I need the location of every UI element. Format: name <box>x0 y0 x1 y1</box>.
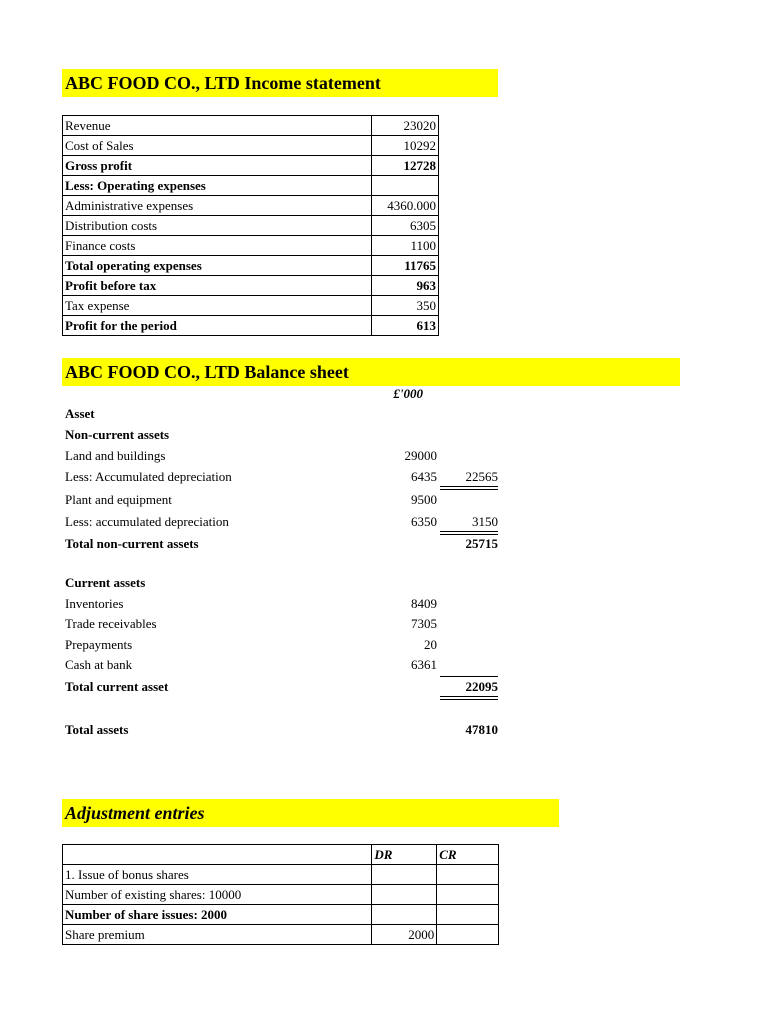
table-row <box>63 316 439 336</box>
prepayments-value: 20 <box>424 637 437 652</box>
cash-at-bank-value: 6361 <box>411 657 437 672</box>
row-value: 4360.000 <box>372 196 439 216</box>
balance-sheet-title: ABC FOOD CO., LTD Balance sheet <box>62 358 680 386</box>
land-depreciation-value: 6435 <box>411 469 437 484</box>
table-row <box>63 905 499 925</box>
row-label: Distribution costs <box>63 216 372 236</box>
land-depreciation-label: Less: Accumulated depreciation <box>65 469 232 484</box>
row-label: Gross profit <box>63 156 372 176</box>
row-value: 963 <box>372 276 439 296</box>
row-value: 6305 <box>372 216 439 236</box>
prepayments-label: Prepayments <box>65 637 133 652</box>
row-label: Share premium <box>63 925 372 945</box>
trade-receivables-value: 7305 <box>411 616 437 631</box>
cash-at-bank-label: Cash at bank <box>65 657 133 672</box>
row-value: 11765 <box>372 256 439 276</box>
table-row <box>63 885 499 905</box>
row-cr <box>437 885 499 905</box>
row-value: 12728 <box>372 156 439 176</box>
total-non-current-assets-label: Total non-current assets <box>65 536 199 551</box>
double-underline <box>440 486 498 490</box>
land-buildings-label: Land and buildings <box>65 448 166 463</box>
row-value <box>372 176 439 196</box>
plant-net-value: 3150 <box>472 514 498 529</box>
row-value: 23020 <box>372 116 439 136</box>
double-underline <box>440 696 498 700</box>
income-statement-title: ABC FOOD CO., LTD Income statement <box>62 69 498 97</box>
row-label: Cost of Sales <box>63 136 372 156</box>
row-label: Tax expense <box>63 296 372 316</box>
row-label: Total operating expenses <box>63 256 372 276</box>
row-label: Number of share issues: 2000 <box>63 905 372 925</box>
total-current-asset-value: 22095 <box>465 679 498 694</box>
row-dr <box>372 865 437 885</box>
table-row <box>63 116 439 136</box>
table-row <box>63 925 499 945</box>
table-row <box>63 256 439 276</box>
trade-receivables-label: Trade receivables <box>65 616 157 631</box>
table-row <box>63 296 439 316</box>
table-header-row <box>63 845 499 865</box>
row-label: Less: Operating expenses <box>63 176 372 196</box>
row-label: Revenue <box>63 116 372 136</box>
table-row <box>63 136 439 156</box>
row-value: 613 <box>372 316 439 336</box>
non-current-assets-heading: Non-current assets <box>65 427 170 442</box>
table-row <box>63 216 439 236</box>
row-label: Profit before tax <box>63 276 372 296</box>
row-cr <box>437 905 499 925</box>
currency-unit: £'000 <box>393 386 423 401</box>
plant-equipment-value: 9500 <box>411 492 437 507</box>
inventories-value: 8409 <box>411 596 437 611</box>
adjustment-entries-table <box>62 844 499 945</box>
plant-depreciation-label: Less: accumulated depreciation <box>65 514 229 529</box>
land-buildings-value: 29000 <box>404 448 437 463</box>
row-label: 1. Issue of bonus shares <box>63 865 372 885</box>
asset-heading: Asset <box>65 406 95 421</box>
inventories-label: Inventories <box>65 596 124 611</box>
total-assets-value: 47810 <box>465 722 498 737</box>
table-cell <box>63 845 372 865</box>
dr-header: DR <box>372 845 437 865</box>
row-label: Number of existing shares: 10000 <box>63 885 372 905</box>
row-value: 1100 <box>372 236 439 256</box>
income-statement-table <box>62 115 439 336</box>
table-row <box>63 236 439 256</box>
total-assets-label: Total assets <box>65 722 129 737</box>
cr-header: CR <box>437 845 499 865</box>
row-value: 10292 <box>372 136 439 156</box>
table-row <box>63 156 439 176</box>
land-net-value: 22565 <box>465 469 498 484</box>
adjustment-entries-title: Adjustment entries <box>62 799 559 827</box>
row-label: Profit for the period <box>63 316 372 336</box>
row-label: Administrative expenses <box>63 196 372 216</box>
row-dr <box>372 905 437 925</box>
table-row <box>63 276 439 296</box>
total-current-asset-label: Total current asset <box>65 679 169 694</box>
row-dr <box>372 885 437 905</box>
current-assets-heading: Current assets <box>65 575 146 590</box>
row-cr <box>437 865 499 885</box>
plant-depreciation-value: 6350 <box>411 514 437 529</box>
table-row <box>63 196 439 216</box>
row-value: 350 <box>372 296 439 316</box>
table-row <box>63 176 439 196</box>
row-dr: 2000 <box>372 925 437 945</box>
plant-equipment-label: Plant and equipment <box>65 492 172 507</box>
table-row <box>63 865 499 885</box>
total-non-current-assets-value: 25715 <box>465 536 498 551</box>
row-cr <box>437 925 499 945</box>
row-label: Finance costs <box>63 236 372 256</box>
